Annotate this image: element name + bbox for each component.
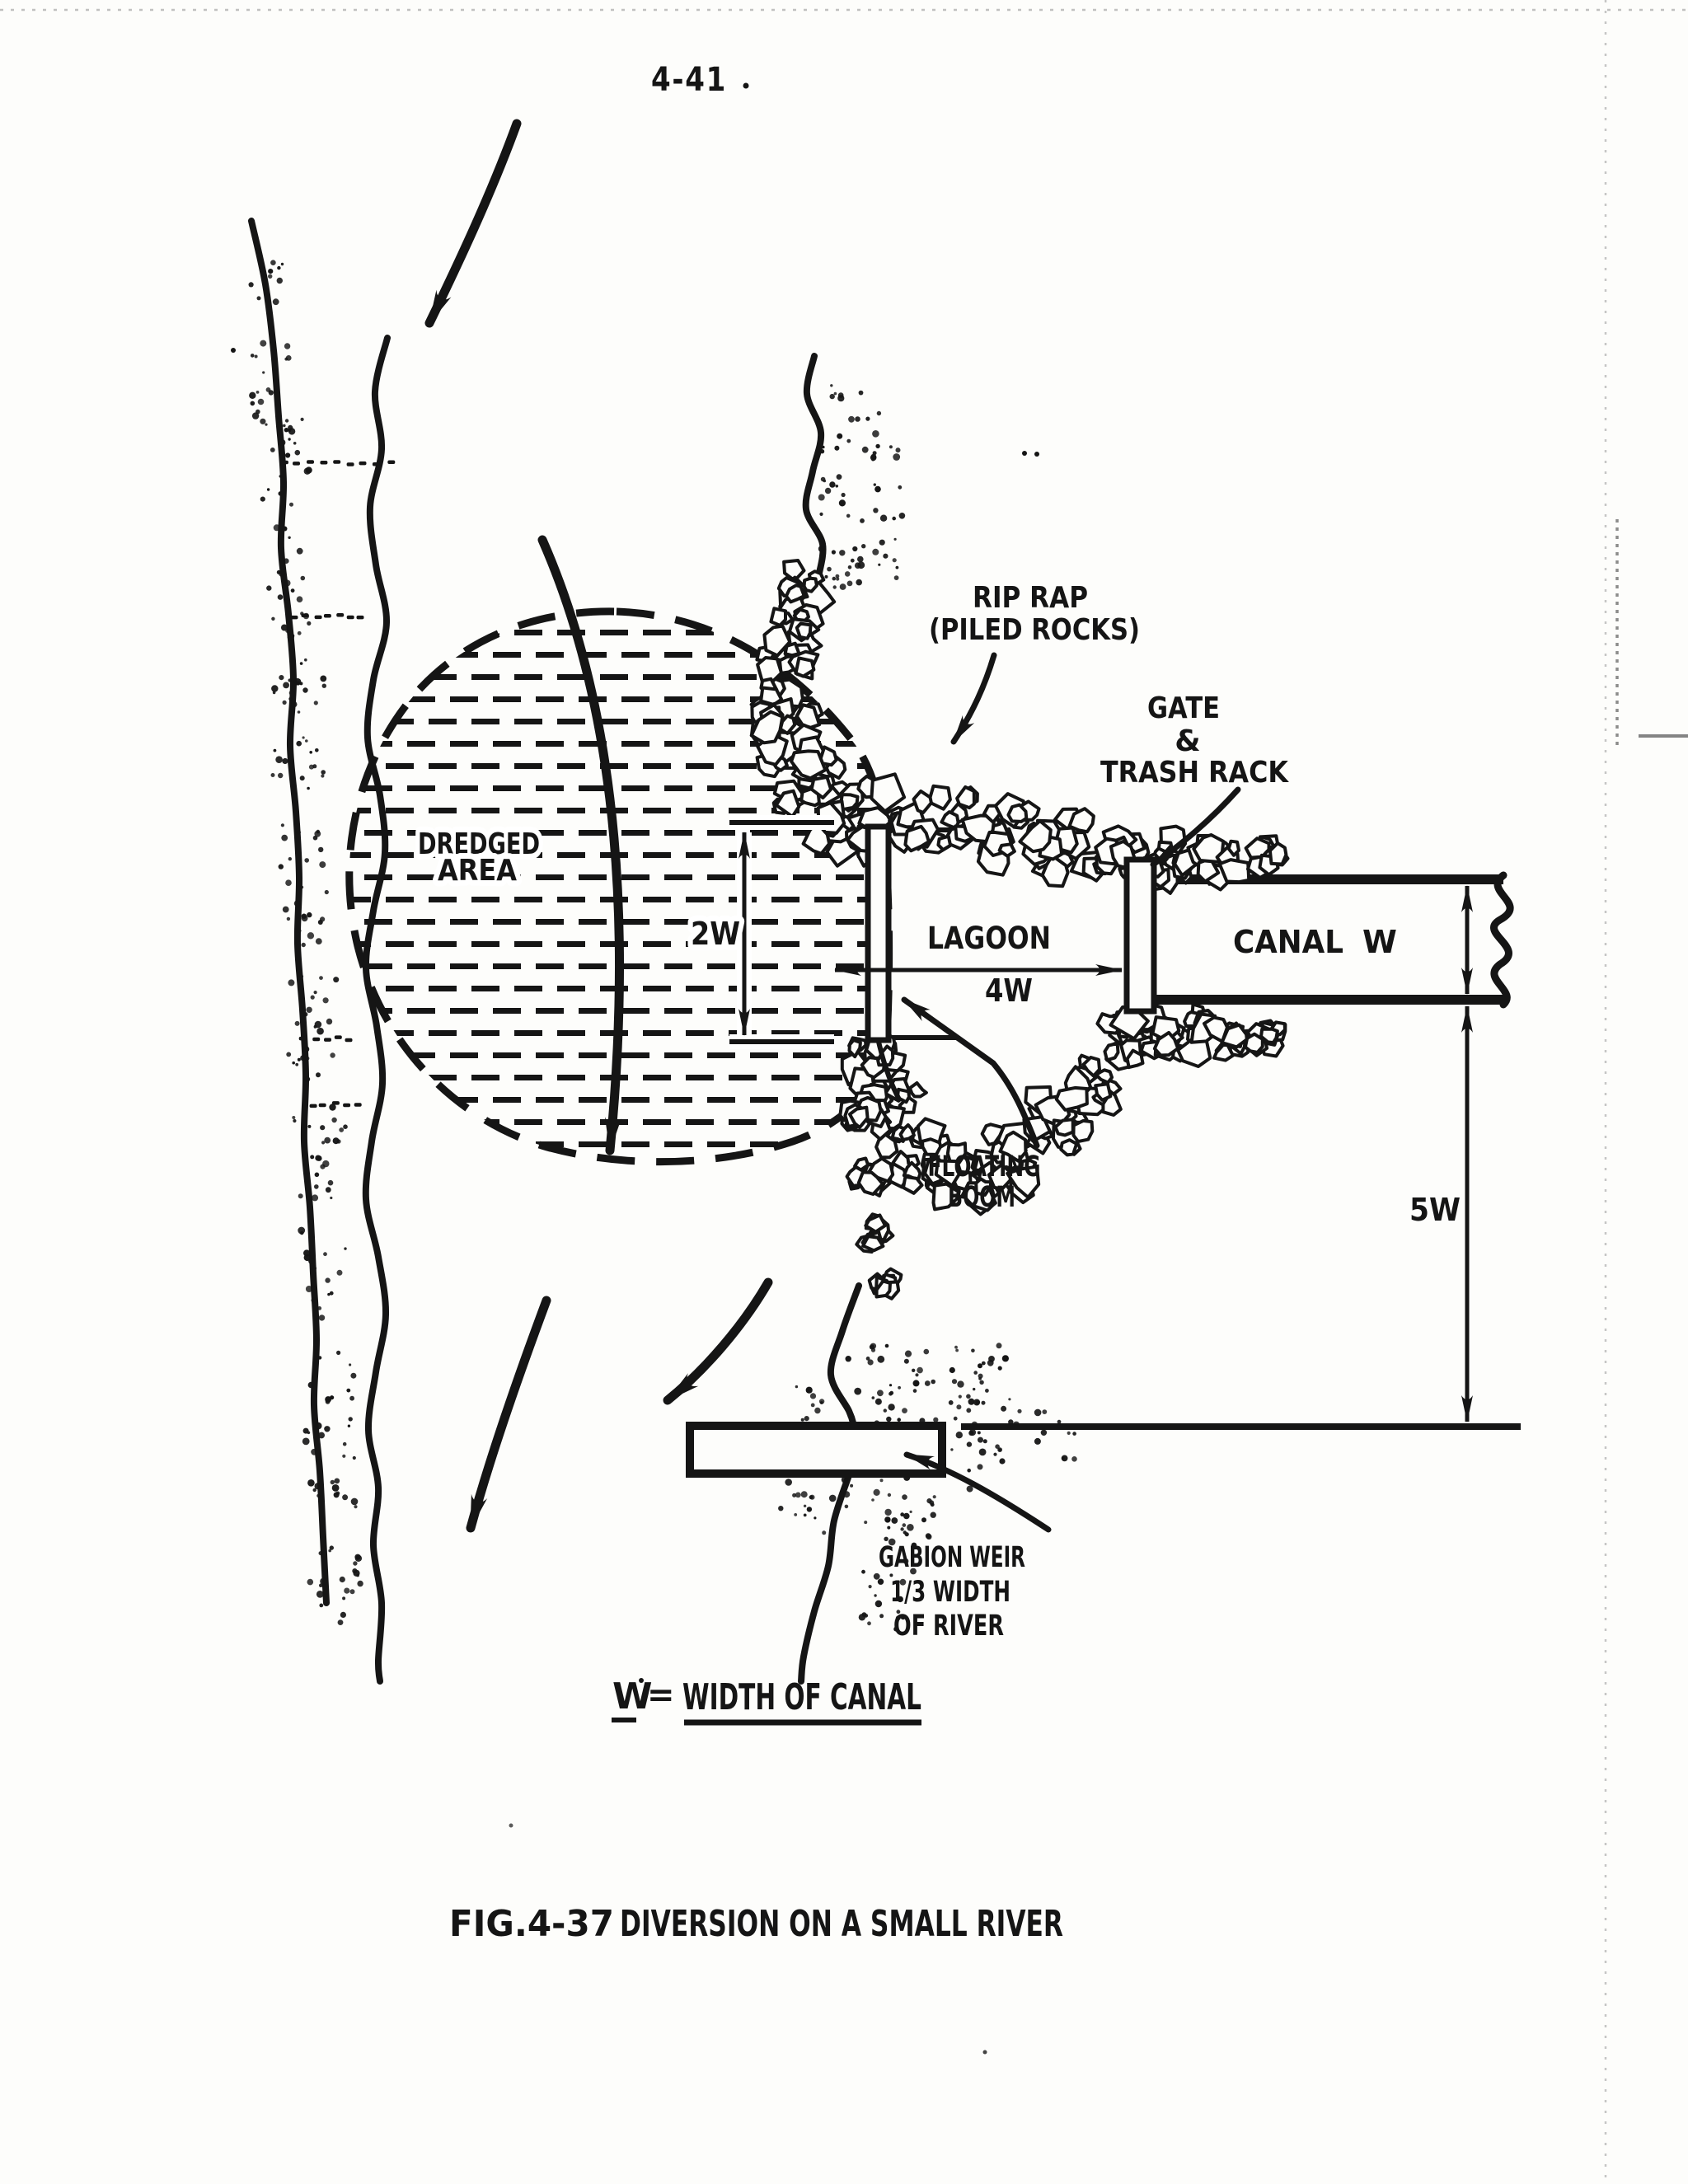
flow-arrow-upper-left bbox=[429, 124, 517, 323]
label-dimension-5w: 5W bbox=[1409, 1192, 1461, 1228]
label-dredged-line2: AREA bbox=[438, 854, 518, 888]
gate-bar bbox=[1127, 860, 1154, 1011]
label-lagoon: LAGOON bbox=[927, 921, 1051, 956]
legend-symbol: W bbox=[612, 1675, 653, 1718]
caption-figure-number: FIG.4-37 bbox=[449, 1903, 614, 1945]
flow-arrow-lower-left bbox=[471, 1301, 546, 1528]
rip-rap-lower-band bbox=[840, 1003, 1285, 1298]
label-gate-line1: GATE bbox=[1147, 691, 1220, 725]
label-rip-rap-line1: RIP RAP bbox=[973, 581, 1088, 615]
label-dimension-4w: 4W bbox=[985, 972, 1033, 1009]
label-gate-line3: TRASH RACK bbox=[1100, 756, 1289, 790]
page-number: 4-41 bbox=[651, 61, 727, 99]
right-bank-upper bbox=[806, 356, 823, 577]
label-gabion-line2: 1/3 WIDTH bbox=[890, 1576, 1010, 1609]
label-dimension-2w: 2W bbox=[691, 916, 740, 952]
caption-title: DIVERSION ON A SMALL RIVER bbox=[620, 1903, 1063, 1945]
label-floating-line1: FLOATING bbox=[927, 1151, 1041, 1183]
label-gate-line2: & bbox=[1175, 724, 1201, 758]
label-dimension-w: W bbox=[1362, 924, 1397, 960]
label-canal: CANAL bbox=[1233, 924, 1343, 960]
gabion-weir-bar bbox=[690, 1426, 942, 1474]
label-dredged-line1: DREDGED bbox=[418, 827, 540, 861]
figure-caption bbox=[449, 1903, 1063, 1945]
right-bank-lower-above-weir bbox=[831, 1286, 859, 1426]
flow-arrow-past-weir bbox=[668, 1282, 768, 1400]
rip-rap-leader-arrow bbox=[954, 655, 994, 742]
legend-definition: WIDTH OF CANAL bbox=[682, 1676, 921, 1718]
label-rip-rap-line2: (PILED ROCKS) bbox=[929, 613, 1140, 647]
label-gabion-line3: OF RIVER bbox=[893, 1610, 1005, 1643]
floating-boom-bar bbox=[868, 827, 889, 1040]
legend-equals: = bbox=[647, 1676, 675, 1714]
legend-w-definition bbox=[612, 1675, 921, 1722]
label-floating-line2: BOOM bbox=[948, 1181, 1015, 1214]
right-bank-lower-below-weir bbox=[801, 1475, 849, 1681]
label-gabion-line1: GABION WEIR bbox=[879, 1541, 1026, 1574]
